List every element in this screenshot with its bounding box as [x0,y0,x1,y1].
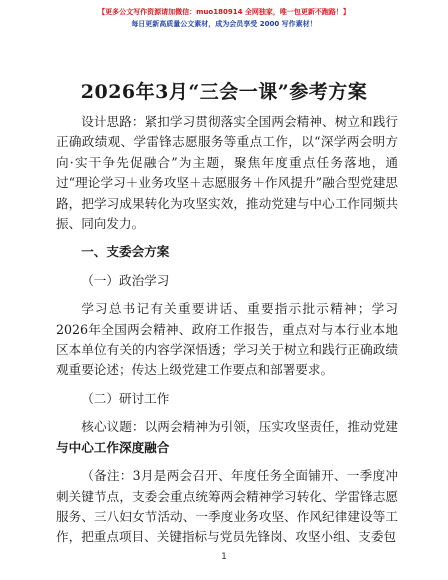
intro-paragraph: 设计思路：紧扣学习贯彻落实全国两会精神、树立和践行正确政绩观、学雷锋志愿服务等重点工作，以“深学两会明方向·实干争先促融合”为主题，聚焦年度重点任务落地，通过“理论学习＋业务攻坚＋志愿服务＋作风提升”融合型党建思路，把学习成果转化为攻坚实效，推动党建与中心工作同频共振、同向发力。 [56,114,398,232]
document-body [56,112,398,548]
promo-banner [0,6,448,30]
political-study-paragraph: 学习总书记有关重要讲话、重要指示批示精神；学习2026年全国两会精神、政府工作报告，重点对与本行业本地区本单位有关的内容学深悟透；学习关于树立和践行正确政绩观重要论述；传达上级党建工作要点和部署要求。 [56,301,398,378]
section-heading-1: 一、支委会方案 [81,244,170,260]
banner-line-1: 【更多公文写作资源请加微信：muo180914 全网独家，唯一包更新不跑路！】 [98,8,350,16]
core-topic-line-1: 核心议题：以两会精神为引领，压实攻坚责任，推动党建 [81,419,398,435]
page-number: 1 [221,552,227,562]
document-title: 2026年3月“三会一课”参考方案 [80,81,368,103]
remark-paragraph: （备注：3月是两会召开、年度任务全面铺开、一季度冲刺关键节点，支委会重点统筹两会精神学习转化、学雷锋志愿服务、三八妇女节活动、一季度业务攻坚、作风纪律建设等工作，把重点项目、关键指标与党员先锋岗、攻坚小组、支委包 [56,468,398,545]
banner-line-2: 每日更新高质量公文素材，成为会员享受 2000 写作素材！ [131,20,317,28]
subheading-discussion: （二）研讨工作 [81,390,170,406]
core-topic-paragraph [56,417,398,458]
subheading-political-study: （一）政治学习 [81,272,170,288]
core-topic-line-2: 与中心工作深度融合 [56,439,170,455]
